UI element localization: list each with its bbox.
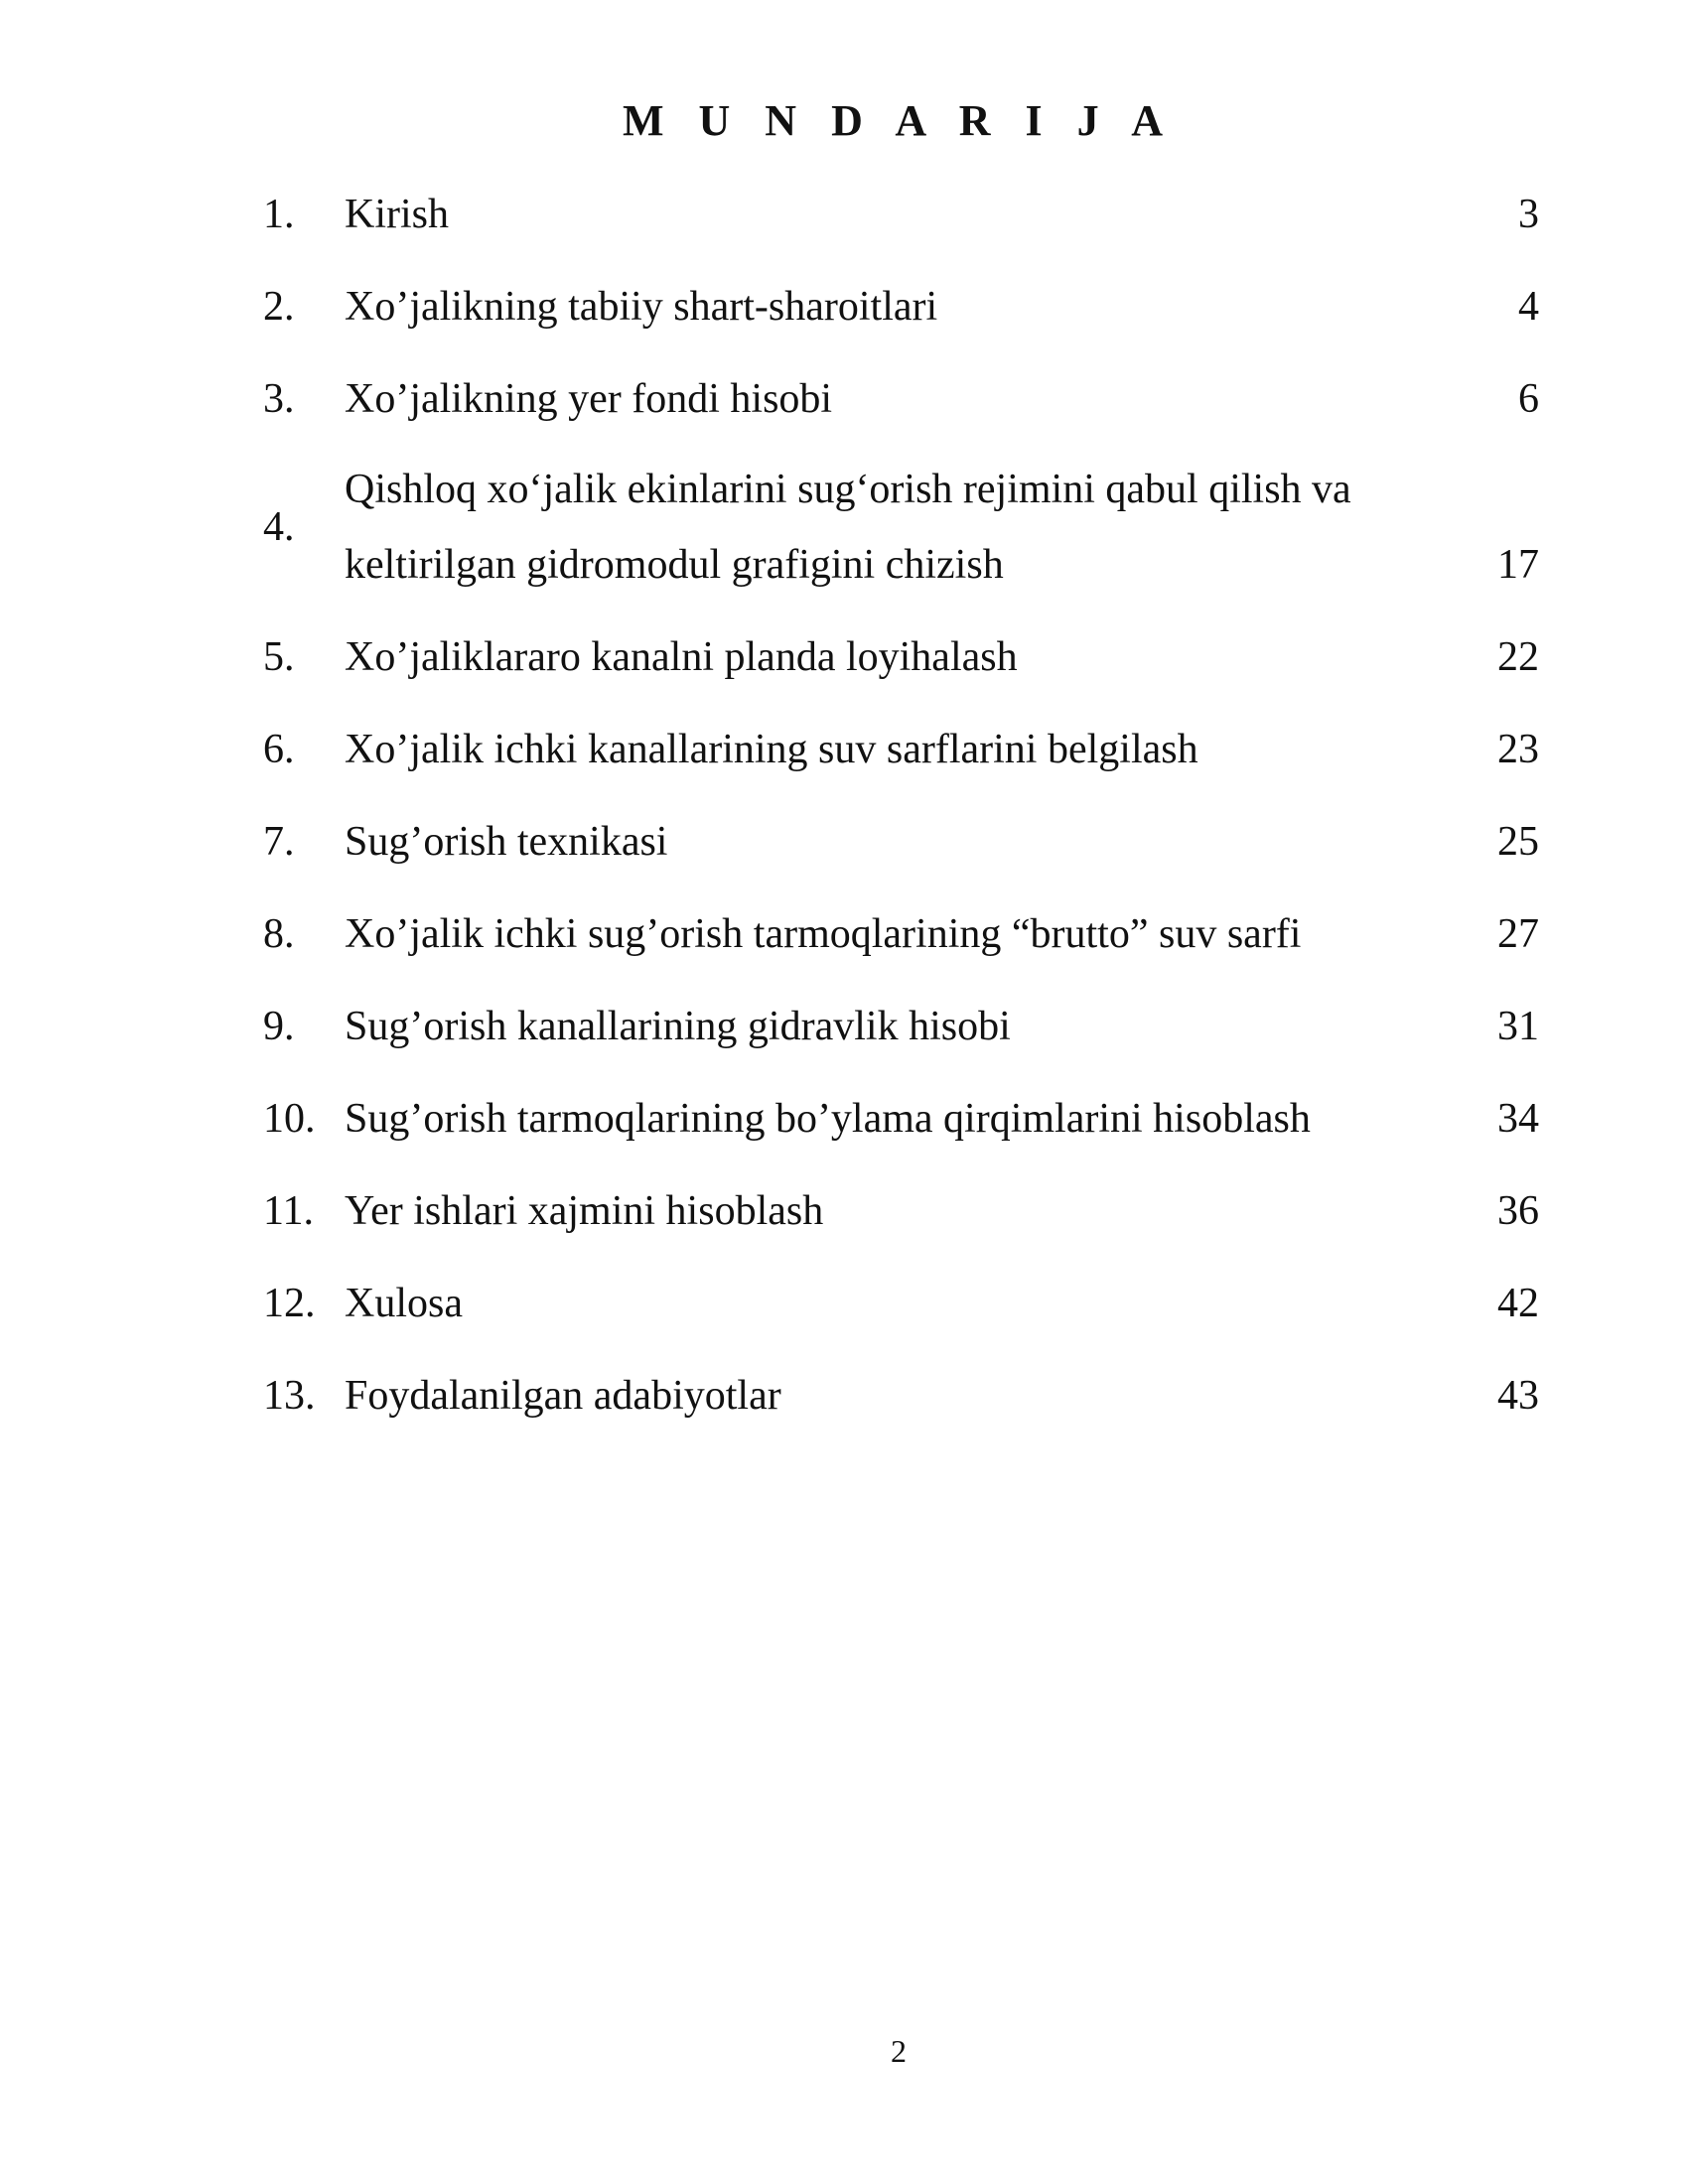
- toc-entry-number: 8.: [263, 911, 295, 957]
- toc-entry-title: Xulosa: [345, 1281, 463, 1326]
- toc-entry-title: Xo’jaliklararo kanalni planda loyihalash: [345, 634, 1018, 680]
- toc-entry-number: 10.: [263, 1096, 316, 1142]
- toc-entry-page: 3: [1518, 192, 1539, 237]
- toc-entry-page: 36: [1497, 1188, 1539, 1234]
- toc-entry-title: Foydalanilgan adabiyotlar: [345, 1373, 781, 1419]
- toc-entry-title: Xo’jalik ichki sug’orish tarmoqlarining “brutto” suv sarfi: [345, 911, 1302, 957]
- toc-entry-number: 2.: [263, 284, 295, 330]
- toc-entry-title: Yer ishlari xajmini hisoblash: [345, 1188, 824, 1234]
- toc-entry-title: Sug’orish texnikasi: [345, 819, 668, 865]
- toc-entry-title: Sug’orish kanallarining gidravlik hisobi: [345, 1004, 1011, 1049]
- toc-entry-title: Sug’orish tarmoqlarining bo’ylama qirqimlarini hisoblash: [345, 1096, 1311, 1142]
- toc-entry-number: 12.: [263, 1281, 316, 1326]
- toc-entry-page: 34: [1497, 1096, 1539, 1142]
- toc-entry-page: 23: [1497, 727, 1539, 772]
- toc-entry-number: 4.: [263, 504, 295, 550]
- toc-entry-page: 6: [1518, 376, 1539, 422]
- toc-entry-title: Xo’jalikning yer fondi hisobi: [345, 376, 833, 422]
- toc-entry-page: 25: [1497, 819, 1539, 865]
- toc-entry-title-line: keltirilgan gidromodul grafigini chizish: [345, 542, 1004, 588]
- toc-entry-page: 43: [1497, 1373, 1539, 1419]
- toc-entry-number: 1.: [263, 192, 295, 237]
- toc-entry-title: [345, 452, 1351, 603]
- footer-page-number: 2: [891, 2033, 907, 2069]
- toc-entry-number: 7.: [263, 819, 295, 865]
- toc-entry-number: 13.: [263, 1373, 316, 1419]
- toc-entry-page: 27: [1497, 911, 1539, 957]
- toc-entry-number: 3.: [263, 376, 295, 422]
- toc-entry-page: 22: [1497, 634, 1539, 680]
- toc-entry-number: 9.: [263, 1004, 295, 1049]
- page-title: M U N D A R I J A: [622, 96, 1176, 145]
- toc-entry-title: Kirish: [345, 192, 449, 237]
- toc-entry-page: 31: [1497, 1004, 1539, 1049]
- toc-entry-title: Xo’jalikning tabiiy shart-sharoitlari: [345, 284, 938, 330]
- toc-entry-page: 42: [1497, 1281, 1539, 1326]
- toc-entry-title-line: Qishloq xo‘jalik ekinlarini sug‘orish rejimini qabul qilish va: [345, 467, 1351, 512]
- toc-entry-title: Xo’jalik ichki kanallarining suv sarflarini belgilash: [345, 727, 1198, 772]
- toc-entry-page: 4: [1518, 284, 1539, 330]
- toc-entry-number: 5.: [263, 634, 295, 680]
- toc-entry-number: 6.: [263, 727, 295, 772]
- table-of-contents: [263, 0, 1539, 2184]
- toc-entry-page: 17: [1497, 542, 1539, 588]
- toc-entry-number: 11.: [263, 1188, 314, 1234]
